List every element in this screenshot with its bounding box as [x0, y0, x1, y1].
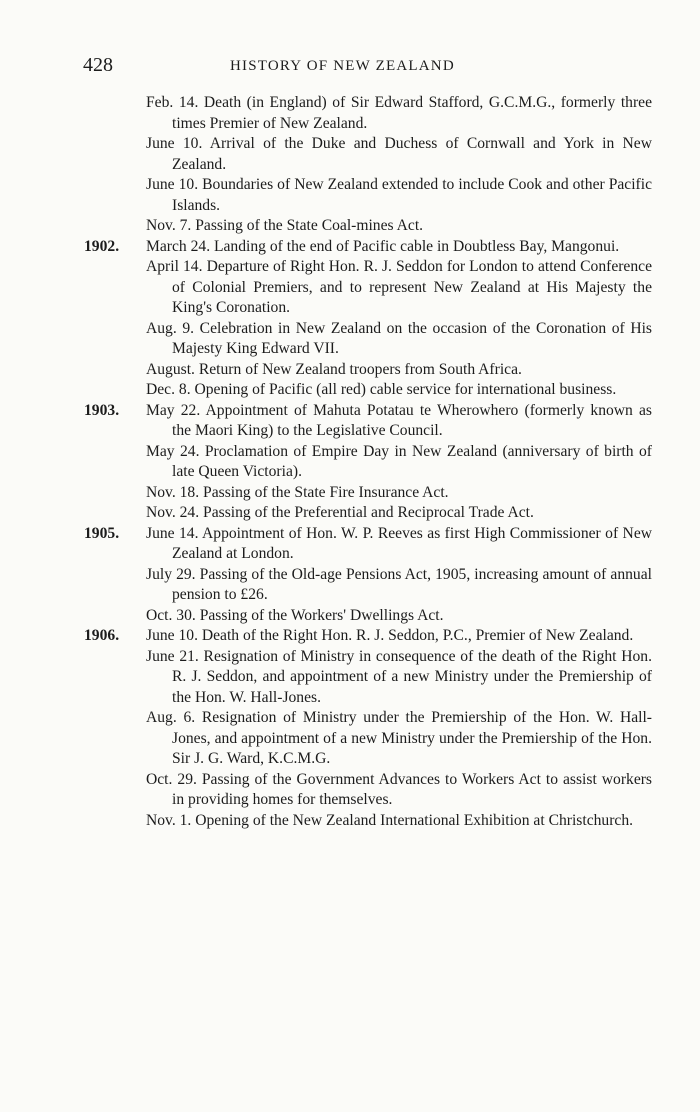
chronology-entry	[146, 319, 652, 360]
entry-text: Nov. 7. Passing of the State Coal-mines Act.	[146, 217, 424, 234]
page-header	[0, 54, 700, 84]
entry-text: June 14. Appointment of Hon. W. P. Reeves as first High Commissioner of New Zealand at London.	[146, 524, 652, 562]
entry-text: May 24. Proclamation of Empire Day in New Zealand (anniversary of birth of late Queen Victoria).	[146, 442, 652, 480]
entry-year: 1903.	[84, 401, 120, 419]
chronology-entry	[146, 503, 652, 524]
chronology-entry	[146, 175, 652, 216]
chronology-list	[0, 93, 700, 831]
entry-text: Dec. 8. Opening of Pacific (all red) cable service for international business.	[146, 381, 617, 398]
entry-text: June 10. Arrival of the Duke and Duchess of Cornwall and York in New Zealand.	[146, 135, 652, 173]
chronology-entry	[146, 565, 652, 606]
chronology-entry	[84, 401, 652, 442]
chronology-entry	[146, 442, 652, 483]
chronology-entry	[146, 647, 652, 709]
entry-text: Oct. 29. Passing of the Government Advances to Workers Act to assist workers in providing homes for themselves.	[146, 770, 652, 808]
chronology-entry	[146, 380, 652, 401]
entry-text: Nov. 1. Opening of the New Zealand International Exhibition at Christchurch.	[146, 811, 634, 829]
chronology-entry	[84, 237, 652, 258]
chronology-entry	[146, 134, 652, 175]
entry-text: August. Return of New Zealand troopers from South Africa.	[146, 360, 522, 378]
entry-year: 1902.	[84, 237, 120, 255]
entry-text: July 29. Passing of the Old-age Pensions Act, 1905, increasing amount of annual pension to £26.	[146, 565, 652, 603]
entry-text: Nov. 24. Passing of the Preferential and Reciprocal Trade Act.	[146, 504, 534, 521]
page-number: 428	[83, 54, 113, 76]
entry-text: March 24. Landing of the end of Pacific cable in Doubtless Bay, Mangonui.	[146, 237, 620, 255]
entry-text: Aug. 9. Celebration in New Zealand on the occasion of the Coronation of His Majesty King Edward VII.	[146, 319, 652, 357]
running-title: HISTORY OF NEW ZEALAND	[230, 58, 455, 74]
entry-text: Oct. 30. Passing of the Workers' Dwellings Act.	[146, 606, 444, 624]
chronology-entry	[146, 811, 652, 832]
chronology-entry	[146, 770, 652, 811]
chronology-entry	[146, 606, 652, 627]
entry-text: June 10. Boundaries of New Zealand extended to include Cook and other Pacific Islands.	[146, 176, 652, 214]
chronology-entry	[84, 626, 652, 647]
entry-text: May 22. Appointment of Mahuta Potatau te Wherowhero (formerly known as the Maori King) to the Legislative Council.	[146, 401, 652, 439]
entry-year: 1906.	[84, 627, 120, 644]
chronology-entry	[146, 483, 652, 504]
entry-text: June 21. Resignation of Ministry in consequence of the death of the Right Hon. R. J. Seddon, and appointment of a new Ministry under the Premiership of the Hon. W. Hall-Jones.	[146, 647, 652, 706]
entry-text: Aug. 6. Resignation of Ministry under the Premiership of the Hon. W. Hall-Jones, and appointment of a new Ministry under the Premiership of the Hon. Sir J. G. Ward, K.C.M.G.	[146, 709, 652, 767]
chronology-entry	[84, 524, 652, 565]
entry-text: Feb. 14. Death (in England) of Sir Edward Stafford, G.C.M.G., formerly three times Premier of New Zealand.	[146, 94, 652, 132]
entry-year: 1905.	[84, 524, 120, 542]
chronology-entry	[146, 257, 652, 319]
entry-text: April 14. Departure of Right Hon. R. J. Seddon for London to attend Conference of Colonial Premiers, and to represent New Zealand at His Majesty the King's Coronation.	[146, 258, 652, 316]
chronology-entry	[146, 360, 652, 381]
chronology-entry	[146, 708, 652, 770]
chronology-entry	[146, 93, 652, 134]
entry-text: Nov. 18. Passing of the State Fire Insurance Act.	[146, 483, 449, 501]
chronology-entry	[146, 216, 652, 237]
entry-text: June 10. Death of the Right Hon. R. J. Seddon, P.C., Premier of New Zealand.	[146, 627, 634, 644]
